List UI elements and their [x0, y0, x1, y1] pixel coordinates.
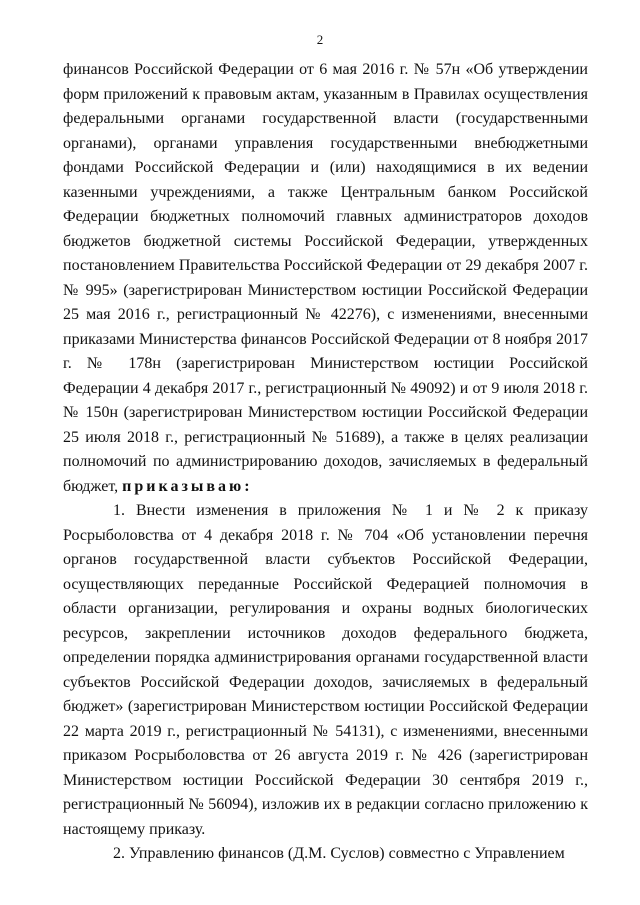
item-1-paragraph: 1. Внести изменения в приложения № 1 и № 2 к приказу Росрыболовства от 4 декабря 2018 г. № 704 «Об установлении перечня органов государственной власти субъектов Российской Федерации, осуществляющих переданные Российской Федерацией полномочия в области организации, регулирования и охраны водных биологических ресурсов, закреплении источников доходов федерального бюджета, определении порядка администрирования органами государственной власти субъектов Российской Федерации доходов, зачисляемых в федеральный бюджет» (зарегистрирован Министерством юстиции Российской Федерации 22 марта 2019 г., регистрационный № 54131), с изменениями, внесенными приказом Росрыболовства от 26 августа 2019 г. № 426 (зарегистрирован Министерством юстиции Российской Федерации 30 сентября 2019 г., регистрационный № 56094), изложив их в редакции согласно приложению к настоящему приказу. — [63, 502, 588, 838]
intro-text: финансов Российской Федерации от 6 мая 2016 г. № 57н «Об утверждении форм приложений к правовым актам, указанным в Правилах осуществления федеральными органами государственной власти (государственными органами), органами управления государственными внебюджетными фондами Российской Федерации и (или) находящимися в их ведении казенными учреждениями, а также Центральным банком Российской Федерации бюджетных полномочий главных администраторов доходов бюджетов бюджетной системы Российской Федерации, утвержденных постановлением Правительства Российской Федерации от 29 декабря 2007 г. № 995» (зарегистрирован Министерством юстиции Российской Федерации 25 мая 2016 г., регистрационный № 42276), с изменениями, внесенными приказами Министерства финансов Российской Федерации от 8 ноября 2017 г. № 178н (зарегистрирован Министерством юстиции Российской Федерации 4 декабря 2017 г., регистрационный № 49092) и от 9 июля 2018 г. № 150н (зарегистрирован Министерством юстиции Российской Федерации 25 июля 2018 г., регистрационный № 51689), а также в целях реализации полномочий по администрированию доходов, зачисляемых в федеральный бюджет, — [63, 61, 588, 495]
order-keyword: приказываю: — [122, 477, 253, 495]
document-body — [63, 58, 588, 867]
item-2-paragraph: 2. Управлению финансов (Д.М. Суслов) совместно с Управлением — [113, 845, 565, 862]
page-number: 2 — [316, 32, 324, 47]
intro-paragraph — [63, 58, 588, 499]
